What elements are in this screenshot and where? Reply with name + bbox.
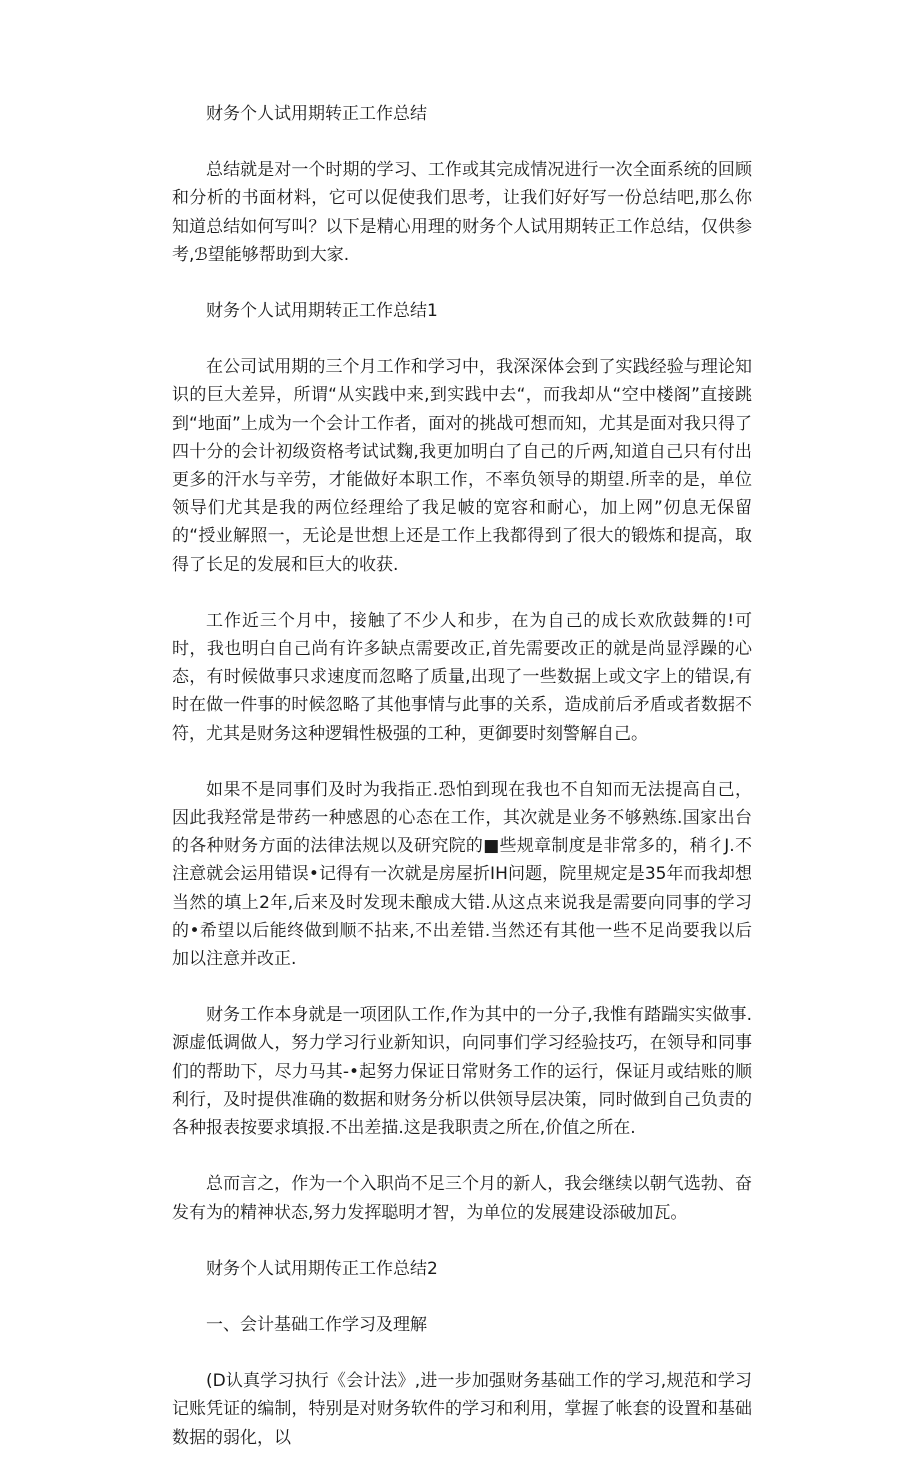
document-page xyxy=(172,100,752,1480)
subsection-1-title: 一、会计基础工作学习及理解 xyxy=(206,1314,427,1335)
section-1-paragraph-1: 在公司试用期的三个月工作和学习中，我深深体会到了实践经验与理论知识的巨大差异，所谓“从实践中来,到实践中去“，而我却从“空中楼阁”直接跳到“地面”上成为一个会计工作者，面对的挑战可想而知，尤其是面对我只得了四十分的会计初级资格考试试麴,我更加明白了自己的斤两,知道自己只有付出更多的汗水与辛劳，才能做好本职工作，不率负领导的期望.所幸的是，单位领导们尤其是我的两位经理给了我足帔的宽容和耐心，加上网”仞息无保留的“授业解照一，无论是世想上还是工作上我都得到了很大的锻炼和提高，取得了长足的发展和巨大的收获. xyxy=(172,357,752,575)
document-title: 财务个人试用期转正工作总结 xyxy=(206,104,427,124)
subsection-1-paragraph-1: (D认真学习执行《会计法》,进一步加强财务基础工作的学习,规范和学习记账凭证的编制，特别是对财务软件的学习和利用，掌握了帐套的设置和基础数据的弱化，以 xyxy=(172,1371,752,1448)
section-1-paragraph-2: 工作近三个月中，接触了不少人和步，在为自己的成长欢欣鼓舞的!可时，我也明白自己尚有许多缺点需要改正,首先需要改正的就是尚显浮躁的心态，有时候做事只求速度而忽略了质量,出现了一些数据上或文字上的错误,有时在做一件事的时候忽略了其他事情与此事的关系，造成前后矛盾或者数据不符，尤其是财务这种逻辑性极强的工种，更御要时刻警解自己。 xyxy=(172,610,752,744)
intro-paragraph: 总结就是对一个时期的学习、工作或其完成情况进行一次全面系统的回顾和分析的书面材料，它可以促使我们思考，让我们好好写一份总结吧,那么你知道总结如何写叫？以下是精心用理的财务个人试用期转正工作总结，仅供参考,ℬ望能够帮助到大家. xyxy=(172,160,752,265)
section-1-paragraph-5: 总而言之，作为一个入职尚不足三个月的新人，我会继续以朝气选勃、奋发有为的精神状态,努力发挥聪明才智，为单位的发展建设添破加瓦。 xyxy=(172,1174,752,1223)
section-1-paragraph-4: 财务工作本身就是一项团队工作,作为其中的一分子,我惟有踏踹实实做事.源虚低调做人，努力学习行业新知识，向同事们学习经验技巧，在领导和同事们的帮助下，尽力马其-•起努力保证日常财务工作的运行，保证月或结账的顺利行，及时提供准确的数据和财务分析以供领导层决策，同时做到自己负责的各种报表按要求填报.不出差描.这是我职责之所在,价值之所在. xyxy=(172,1005,752,1139)
section-2-title: 财务个人试用期传正工作总结2 xyxy=(206,1258,438,1279)
section-1-title: 财务个人试用期转正工作总结1 xyxy=(206,301,438,322)
section-1-paragraph-3: 如果不是同事们及时为我指正.恐怕到现在我也不自知而无法提高自己，因此我羟常是带药一种感恩的心态在工作，其次就是业务不够熟练.国家出台的各种财务方面的法律法规以及研究院的■些规章制度是非常多的，稍彳J.不注意就会运用错误•记得有一次就是房屋折IH问题，院里规定是35年而我却想当然的填上2年,后来及时发现未酿成大错.从这点来说我是需要向同事的学习的•希望以后能终做到顺不拈来,不出差错.当然还有其他一些不足尚要我以后加以注意并改正. xyxy=(172,779,752,970)
